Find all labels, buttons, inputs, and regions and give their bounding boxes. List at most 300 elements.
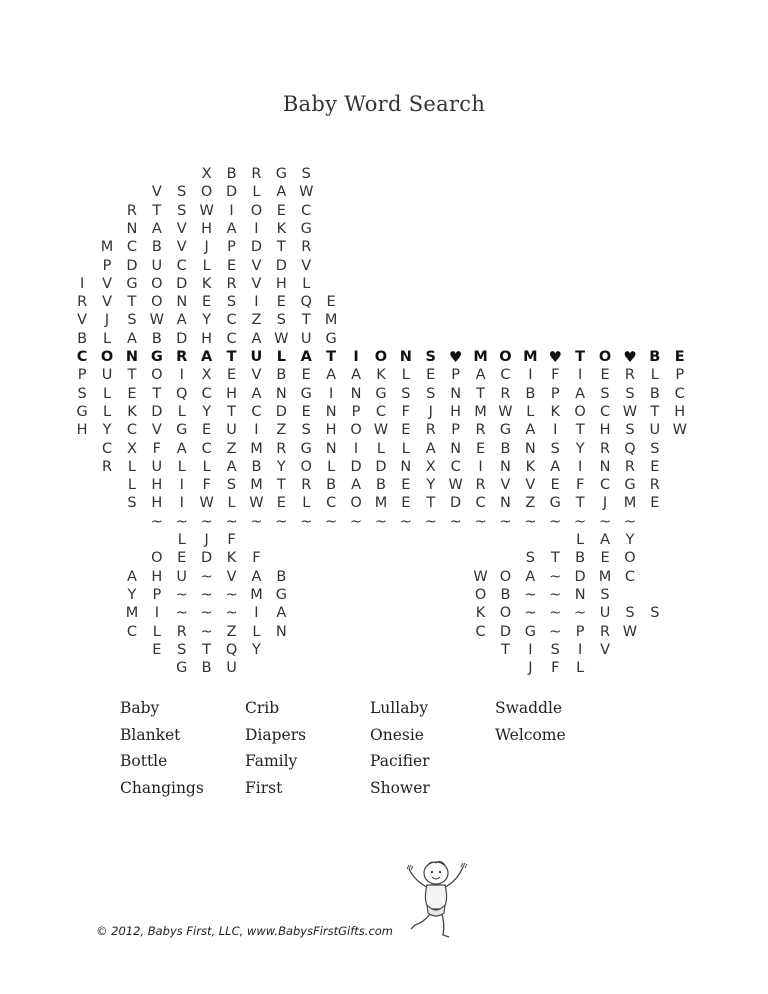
grid-letter: O xyxy=(499,568,512,585)
grid-letter: Y xyxy=(426,477,436,494)
grid-letter: B xyxy=(326,477,337,494)
grid-letter: K xyxy=(475,605,486,622)
grid-letter: U xyxy=(101,367,113,384)
grid-letter: I xyxy=(577,367,583,384)
grid-letter: G xyxy=(524,623,536,640)
grid-letter: G xyxy=(275,586,287,603)
grid-letter: C xyxy=(101,440,113,457)
grid-letter: R xyxy=(624,458,635,475)
grid-letter: P xyxy=(451,367,460,384)
grid-letter: ~ xyxy=(349,513,363,530)
grid-letter: L xyxy=(576,660,585,677)
grid-row xyxy=(0,348,768,366)
grid-letter: Z xyxy=(251,312,262,329)
grid-letter: M xyxy=(523,349,538,365)
grid-letter: ~ xyxy=(275,513,288,530)
grid-letter: D xyxy=(250,239,263,256)
grid-letter: S xyxy=(426,385,436,402)
grid-letter: Y xyxy=(202,312,212,329)
grid-letter: W xyxy=(373,422,389,439)
grid-letter: H xyxy=(151,477,163,494)
grid-letter: P xyxy=(227,239,236,256)
grid-letter: H xyxy=(201,330,213,347)
grid-letter: G xyxy=(624,477,636,494)
grid-letter: I xyxy=(254,294,259,311)
grid-letter: U xyxy=(226,422,237,439)
grid-letter: N xyxy=(275,623,287,640)
grid-letter: U xyxy=(300,330,312,347)
grid-letter: S xyxy=(625,605,635,622)
grid-letter: H xyxy=(450,403,462,420)
grid-letter: K xyxy=(376,367,386,384)
grid-letter: ~ xyxy=(598,513,612,530)
grid-letter: O xyxy=(374,349,388,365)
grid-row xyxy=(0,531,768,549)
grid-letter: ~ xyxy=(175,586,188,603)
grid-letter: A xyxy=(525,568,536,585)
grid-letter: A xyxy=(176,312,187,329)
grid-letter: C xyxy=(500,367,511,384)
grid-row xyxy=(0,641,768,659)
grid-row xyxy=(0,330,768,348)
grid-letter: G xyxy=(300,385,312,402)
grid-letter: J xyxy=(428,403,433,420)
grid-letter: ♥ xyxy=(448,348,463,366)
grid-letter: Q xyxy=(176,385,188,402)
grid-letter: D xyxy=(499,623,512,640)
grid-letter: D xyxy=(574,568,586,585)
grid-letter: E xyxy=(650,458,660,475)
grid-letter: L xyxy=(401,440,410,457)
word-list-item: Crib xyxy=(245,699,280,717)
grid-letter: A xyxy=(425,440,436,457)
grid-letter: T xyxy=(476,385,485,402)
grid-letter: M xyxy=(623,495,637,512)
grid-letter: K xyxy=(226,550,237,567)
grid-letter: M xyxy=(250,477,263,494)
grid-letter: H xyxy=(151,568,163,585)
grid-letter: ~ xyxy=(200,586,213,603)
grid-letter: N xyxy=(450,385,462,402)
grid-letter: V xyxy=(176,220,187,237)
grid-letter: D xyxy=(225,184,238,201)
grid-letter: T xyxy=(575,422,585,439)
grid-letter: C xyxy=(201,440,212,457)
grid-letter: G xyxy=(150,349,163,365)
grid-letter: H xyxy=(76,422,88,439)
grid-letter: F xyxy=(551,367,560,384)
grid-letter: Y xyxy=(625,532,635,548)
grid-letter: N xyxy=(176,294,188,311)
grid-letter: C xyxy=(126,623,137,640)
grid-letter: H xyxy=(151,495,163,512)
grid-letter: E xyxy=(650,495,660,512)
grid-letter: ~ xyxy=(200,605,213,622)
grid-letter: I xyxy=(577,458,583,475)
grid-letter: L xyxy=(102,385,112,402)
grid-letter: ~ xyxy=(549,568,562,585)
grid-letter: P xyxy=(77,367,87,384)
grid-letter: ~ xyxy=(549,623,562,640)
grid-letter: E xyxy=(401,495,411,512)
grid-letter: S xyxy=(276,312,286,329)
grid-row xyxy=(0,604,768,622)
grid-letter: C xyxy=(674,385,685,402)
grid-letter: ~ xyxy=(250,513,263,530)
grid-letter: W xyxy=(299,184,314,201)
grid-letter: E xyxy=(426,367,436,384)
grid-row xyxy=(0,440,768,458)
grid-letter: S xyxy=(625,422,635,439)
grid-letter: S xyxy=(301,422,311,439)
grid-letter: S xyxy=(425,349,436,365)
grid-letter: K xyxy=(276,220,287,237)
grid-letter: R xyxy=(475,477,486,494)
grid-letter: I xyxy=(353,349,359,365)
grid-letter: C xyxy=(475,623,486,640)
grid-letter: L xyxy=(376,440,385,457)
grid-letter: C xyxy=(126,422,137,439)
grid-letter: W xyxy=(473,568,488,585)
grid-letter: D xyxy=(275,257,287,274)
grid-letter: ♥ xyxy=(623,348,637,366)
grid-letter: Q xyxy=(300,294,312,311)
grid-letter: ~ xyxy=(225,513,238,530)
grid-letter: ~ xyxy=(449,513,462,530)
grid-letter: E xyxy=(301,403,311,420)
grid-letter: R xyxy=(102,458,113,475)
grid-letter: W xyxy=(672,422,687,439)
grid-letter: B xyxy=(525,385,536,402)
grid-letter: T xyxy=(326,349,337,365)
grid-letter: T xyxy=(276,477,286,494)
grid-letter: E xyxy=(202,294,212,311)
grid-letter: R xyxy=(425,422,436,439)
grid-letter: T xyxy=(127,367,137,384)
grid-letter: B xyxy=(649,385,660,402)
grid-letter: L xyxy=(177,458,186,475)
grid-letter: ~ xyxy=(549,513,562,530)
grid-letter: L xyxy=(102,403,112,420)
grid-letter: ~ xyxy=(549,586,562,603)
grid-letter: T xyxy=(550,550,560,567)
copyright-text: © 2012, Babys First, LLC, www.BabysFirstGifts.com xyxy=(96,924,394,938)
grid-letter: A xyxy=(525,422,536,439)
grid-letter: E xyxy=(226,367,237,384)
grid-row xyxy=(0,623,768,641)
grid-letter: V xyxy=(226,568,237,585)
grid-letter: A xyxy=(475,367,486,384)
grid-letter: ~ xyxy=(623,513,637,530)
grid-letter: O xyxy=(151,294,163,311)
word-list-item: Onesie xyxy=(370,725,424,744)
grid-letter: ~ xyxy=(225,605,238,622)
grid-letter: M xyxy=(125,605,139,622)
grid-row xyxy=(0,586,768,604)
grid-row xyxy=(0,476,768,494)
grid-letter: U xyxy=(649,422,661,439)
grid-letter: E xyxy=(226,257,237,274)
grid-letter: N xyxy=(450,440,462,457)
grid-letter: E xyxy=(401,477,411,494)
grid-letter: N xyxy=(350,385,362,402)
grid-letter: ~ xyxy=(175,513,188,530)
grid-letter: B xyxy=(226,166,237,182)
grid-letter: B xyxy=(77,330,88,347)
grid-letter: E xyxy=(177,550,187,567)
grid-letter: O xyxy=(151,550,163,567)
word-list-item: Welcome xyxy=(495,725,566,744)
grid-row xyxy=(0,165,768,183)
grid-letter: A xyxy=(251,330,262,347)
grid-letter: I xyxy=(79,275,85,292)
grid-letter: ~ xyxy=(499,513,512,530)
grid-letter: C xyxy=(624,568,635,585)
grid-letter: A xyxy=(226,458,237,475)
grid-letter: R xyxy=(126,202,137,219)
grid-letter: L xyxy=(127,458,136,475)
grid-letter: L xyxy=(401,367,410,384)
grid-letter: D xyxy=(126,257,138,274)
grid-letter: G xyxy=(176,660,188,677)
grid-letter: V xyxy=(251,367,262,384)
grid-letter: I xyxy=(179,477,184,494)
grid-letter: L xyxy=(127,477,136,494)
grid-letter: V xyxy=(176,239,187,256)
grid-row xyxy=(0,311,768,329)
grid-letter: A xyxy=(351,477,361,494)
grid-letter: I xyxy=(254,605,259,622)
grid-letter: A xyxy=(276,605,287,622)
grid-letter: N xyxy=(399,349,412,365)
grid-letter: I xyxy=(179,367,184,384)
grid-letter: P xyxy=(152,586,162,603)
grid-letter: U xyxy=(176,568,188,585)
grid-letter: Z xyxy=(276,422,287,439)
grid-letter: E xyxy=(600,550,610,567)
grid-letter: E xyxy=(276,495,286,512)
grid-letter: T xyxy=(202,641,212,658)
grid-letter: O xyxy=(200,184,213,201)
grid-letter: D xyxy=(450,495,462,512)
grid-letter: A xyxy=(575,385,586,402)
grid-letter: A xyxy=(251,385,262,402)
grid-letter: S xyxy=(177,184,187,201)
grid-letter: ~ xyxy=(200,568,213,585)
grid-letter: G xyxy=(300,220,312,237)
grid-letter: I xyxy=(528,641,533,658)
grid-row xyxy=(0,659,768,677)
grid-letter: C xyxy=(201,385,212,402)
grid-letter: E xyxy=(276,294,286,311)
grid-letter: O xyxy=(624,550,636,567)
grid-letter: M xyxy=(598,568,612,585)
grid-letter: R xyxy=(600,440,611,457)
grid-letter: D xyxy=(375,458,387,475)
grid-letter: C xyxy=(599,477,611,494)
grid-letter: R xyxy=(600,623,611,640)
grid-letter: W xyxy=(498,403,513,420)
grid-letter: O xyxy=(350,495,362,512)
grid-letter: L xyxy=(202,257,211,274)
grid-letter: R xyxy=(624,367,635,384)
grid-letter: H xyxy=(201,220,213,237)
grid-letter: C xyxy=(301,202,312,219)
grid-letter: A xyxy=(351,367,361,384)
grid-letter: M xyxy=(474,403,487,420)
grid-letter: L xyxy=(276,349,286,365)
grid-letter: O xyxy=(499,605,512,622)
grid-letter: H xyxy=(674,403,686,420)
grid-letter: X xyxy=(425,458,436,475)
grid-letter: A xyxy=(176,440,187,457)
grid-letter: ~ xyxy=(524,586,537,603)
grid-letter: I xyxy=(254,422,259,439)
grid-letter: L xyxy=(650,367,659,384)
grid-letter: S xyxy=(600,586,610,603)
grid-letter: ~ xyxy=(549,605,562,622)
grid-letter: U xyxy=(599,605,611,622)
grid-letter: T xyxy=(226,349,237,365)
grid-letter: B xyxy=(276,367,287,384)
grid-letter: S xyxy=(127,312,137,329)
word-list xyxy=(0,699,768,809)
grid-letter: R xyxy=(301,477,312,494)
grid-letter: C xyxy=(326,495,337,512)
grid-letter: B xyxy=(500,440,511,457)
grid-letter: W xyxy=(622,623,638,640)
grid-letter: I xyxy=(179,495,184,512)
grid-letter: V xyxy=(301,257,312,274)
grid-letter: B xyxy=(276,568,287,585)
grid-letter: O xyxy=(250,202,263,219)
grid-row xyxy=(0,513,768,531)
grid-letter: ~ xyxy=(200,513,213,530)
grid-letter: L xyxy=(177,403,186,420)
word-list-item: Diapers xyxy=(245,725,307,744)
grid-letter: A xyxy=(276,184,287,201)
grid-letter: T xyxy=(127,294,137,311)
grid-letter: K xyxy=(550,403,560,420)
grid-letter: P xyxy=(451,422,460,439)
word-list-item: Blanket xyxy=(120,725,181,744)
grid-letter: Z xyxy=(226,623,237,640)
grid-letter: Y xyxy=(252,641,261,658)
grid-letter: C xyxy=(76,349,88,365)
grid-row xyxy=(0,275,768,293)
grid-letter: Y xyxy=(276,458,286,475)
grid-letter: I xyxy=(154,605,159,622)
grid-letter: V xyxy=(151,184,162,201)
grid-letter: O xyxy=(151,275,163,292)
grid-letter: J xyxy=(602,495,608,512)
grid-letter: F xyxy=(575,477,585,494)
grid-letter: J xyxy=(204,532,209,548)
grid-letter: L xyxy=(576,532,585,548)
grid-letter: W xyxy=(448,477,463,494)
grid-letter: W xyxy=(199,495,214,512)
grid-letter: E xyxy=(202,422,212,439)
grid-letter: V xyxy=(251,257,262,274)
grid-letter: A xyxy=(251,568,262,585)
grid-letter: I xyxy=(353,440,359,457)
grid-letter: N xyxy=(500,458,511,475)
word-list-item: Pacifier xyxy=(370,752,430,770)
grid-letter: ~ xyxy=(574,513,587,530)
grid-letter: V xyxy=(102,294,112,311)
grid-letter: ♥ xyxy=(548,348,562,366)
grid-letter: S xyxy=(625,385,635,402)
grid-letter: L xyxy=(302,495,311,512)
grid-letter: E xyxy=(600,367,610,384)
grid-letter: O xyxy=(300,458,312,475)
grid-letter: B xyxy=(251,458,262,475)
grid-letter: S xyxy=(401,385,411,402)
grid-letter: S xyxy=(600,385,610,402)
grid-letter: F xyxy=(227,532,236,548)
grid-letter: ~ xyxy=(524,513,537,530)
grid-letter: X xyxy=(201,166,212,182)
word-list-item: First xyxy=(245,778,283,797)
grid-letter: F xyxy=(551,660,560,677)
grid-letter: X xyxy=(126,440,137,457)
grid-letter: E xyxy=(276,202,286,219)
grid-letter: P xyxy=(675,367,685,384)
grid-letter: T xyxy=(501,641,510,658)
grid-letter: I xyxy=(577,641,583,658)
grid-letter: Q xyxy=(624,440,636,457)
grid-row xyxy=(0,220,768,238)
grid-row xyxy=(0,257,768,275)
grid-letter: E xyxy=(152,641,162,658)
grid-letter: J xyxy=(528,660,533,677)
word-list-item: Changings xyxy=(120,778,204,797)
grid-letter: N xyxy=(400,458,412,475)
grid-letter: M xyxy=(473,349,488,365)
grid-letter: A xyxy=(326,367,337,384)
grid-letter: K xyxy=(201,275,212,292)
grid-letter: Y xyxy=(202,403,212,420)
grid-letter: Q xyxy=(225,641,238,658)
grid-letter: ~ xyxy=(300,513,313,530)
grid-letter: B xyxy=(151,330,162,347)
grid-letter: C xyxy=(226,312,237,329)
grid-letter: T xyxy=(227,403,236,420)
grid-letter: B xyxy=(500,586,511,603)
grid-letter: G xyxy=(375,385,387,402)
grid-letter: H xyxy=(599,422,611,439)
grid-letter: V xyxy=(151,422,162,439)
grid-letter: T xyxy=(152,385,162,402)
grid-letter: B xyxy=(575,550,586,567)
grid-letter: A xyxy=(300,349,312,365)
grid-letter: X xyxy=(201,367,212,384)
grid-row xyxy=(0,403,768,421)
grid-letter: S xyxy=(226,294,237,311)
grid-letter: V xyxy=(500,477,511,494)
grid-row xyxy=(0,366,768,384)
grid-letter: S xyxy=(650,440,660,457)
grid-letter: S xyxy=(301,166,311,182)
grid-letter: S xyxy=(550,641,560,658)
grid-letter: W xyxy=(149,312,164,329)
grid-letter: V xyxy=(600,641,610,658)
grid-letter: Y xyxy=(102,422,112,439)
grid-letter: T xyxy=(301,312,311,329)
word-list-item: Family xyxy=(245,752,298,770)
grid-letter: R xyxy=(500,385,511,402)
grid-letter: O xyxy=(350,422,362,439)
